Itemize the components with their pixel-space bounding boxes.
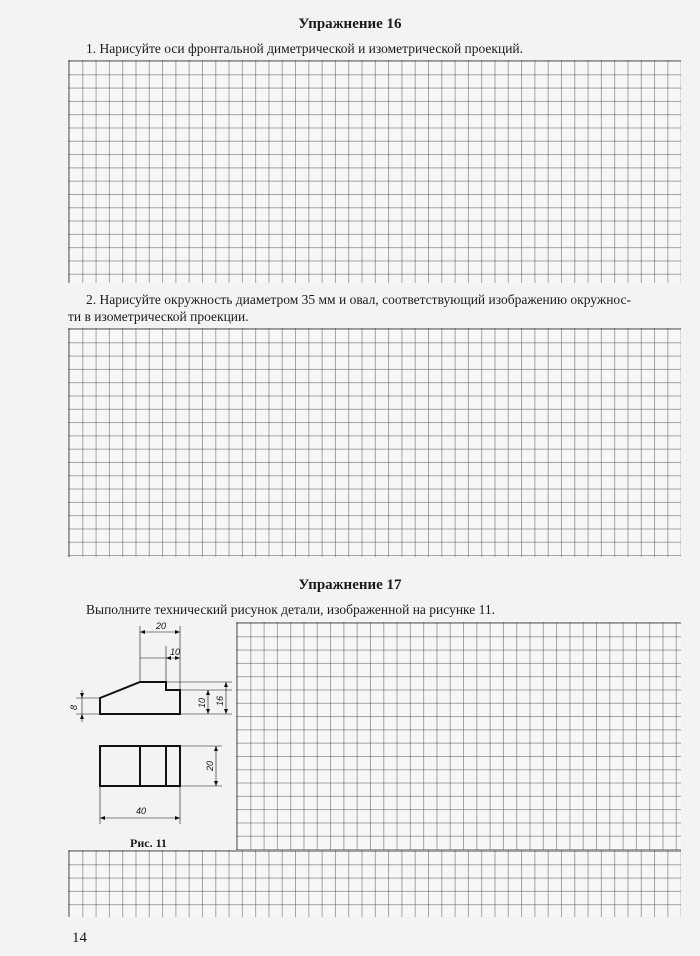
figure-11-drawing <box>60 618 238 832</box>
drawing-grid-task-2[interactable] <box>68 328 681 557</box>
drawing-grid-exercise-17[interactable] <box>236 622 681 851</box>
dim-top-step: 10 <box>170 647 181 657</box>
drawing-grid-task-1[interactable] <box>68 60 681 283</box>
exercise-16-task-2-line-1: 2. Нарисуйте окружность диаметром 35 мм и овал, соответствующий изображению окружнос- <box>86 292 632 307</box>
figure-11-caption: Рис. 11 <box>130 836 167 850</box>
exercise-16-title: Упражнение 16 <box>298 16 402 32</box>
front-view-outline <box>100 682 180 714</box>
exercise-16-task-1: 1. Нарисуйте оси фронтальной диметрической и изометрической проекций. <box>86 41 524 56</box>
dim-step-height: 10 <box>197 697 207 708</box>
drawing-grid-exercise-17-bottom[interactable] <box>68 850 681 917</box>
dim-left-height: 8 <box>69 704 79 710</box>
exercise-16-task-2-line-2: ти в изометрической проекции. <box>68 309 249 324</box>
exercise-17-title: Упражнение 17 <box>298 577 402 593</box>
dim-top-width: 20 <box>156 621 167 631</box>
dim-plan-depth: 20 <box>205 760 215 771</box>
page-number: 14 <box>72 930 87 946</box>
dim-total-height: 16 <box>215 695 225 706</box>
exercise-17-task: Выполните технический рисунок детали, изображенной на рисунке 11. <box>86 602 496 617</box>
dim-plan-length: 40 <box>136 806 147 816</box>
